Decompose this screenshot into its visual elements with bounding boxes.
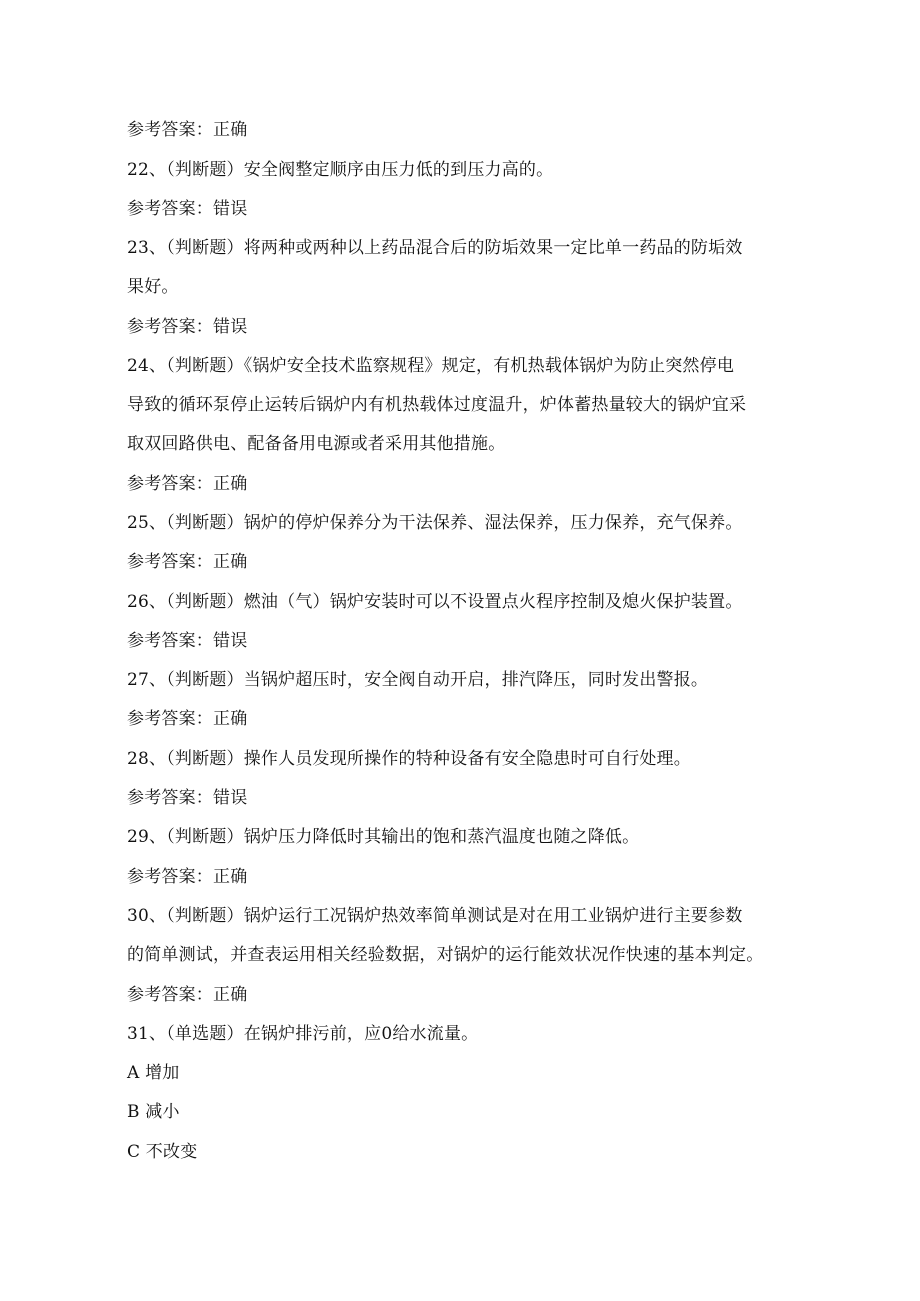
- answer-25: 参考答案：正确: [127, 552, 248, 572]
- question-30-line-2: 的简单测试，并查表运用相关经验数据，对锅炉的运行能效状况作快速的基本判定。: [127, 945, 764, 965]
- answer-24: 参考答案：正确: [127, 474, 248, 494]
- option-a: A 增加: [127, 1063, 180, 1083]
- question-23-line-1: 23、（判断题）将两种或两种以上药品混合后的防垢效果一定比单一药品的防垢效: [127, 238, 743, 258]
- answer-27: 参考答案：正确: [127, 709, 248, 729]
- question-24-line-3: 取双回路供电、配备备用电源或者采用其他措施。: [127, 434, 506, 454]
- question-30-line-1: 30、（判断题）锅炉运行工况锅炉热效率简单测试是对在用工业锅炉进行主要参数: [127, 906, 743, 926]
- option-c: C 不改变: [127, 1142, 198, 1162]
- answer-29: 参考答案：正确: [127, 867, 248, 887]
- question-28: 28、（判断题）操作人员发现所操作的特种设备有安全隐患时可自行处理。: [127, 749, 691, 769]
- question-24-line-1: 24、（判断题）《锅炉安全技术监察规程》规定，有机热载体锅炉为防止突然停电: [127, 356, 735, 376]
- question-29: 29、（判断题）锅炉压力降低时其输出的饱和蒸汽温度也随之降低。: [127, 827, 640, 847]
- question-22: 22、（判断题）安全阀整定顺序由压力低的到压力高的。: [127, 160, 554, 180]
- question-25: 25、（判断题）锅炉的停炉保养分为干法保养、湿法保养，压力保养，充气保养。: [127, 513, 743, 533]
- answer-23: 参考答案：错误: [127, 317, 248, 337]
- answer-28: 参考答案：错误: [127, 788, 248, 808]
- answer-21: 参考答案：正确: [127, 120, 248, 140]
- question-24-line-2: 导致的循环泵停止运转后锅炉内有机热载体过度温升，炉体蓄热量较大的锅炉宜采: [127, 395, 747, 415]
- question-26: 26、（判断题）燃油（气）锅炉安装时可以不设置点火程序控制及熄火保护装置。: [127, 592, 743, 612]
- answer-22: 参考答案：错误: [127, 199, 248, 219]
- answer-26: 参考答案：错误: [127, 631, 248, 651]
- option-b: B 减小: [127, 1102, 180, 1122]
- question-27: 27、（判断题）当锅炉超压时，安全阀自动开启，排汽降压，同时发出警报。: [127, 670, 709, 690]
- answer-30: 参考答案：正确: [127, 985, 248, 1005]
- question-31: 31、（单选题）在锅炉排污前，应0给水流量。: [127, 1024, 479, 1044]
- question-23-line-2: 果好。: [127, 277, 179, 297]
